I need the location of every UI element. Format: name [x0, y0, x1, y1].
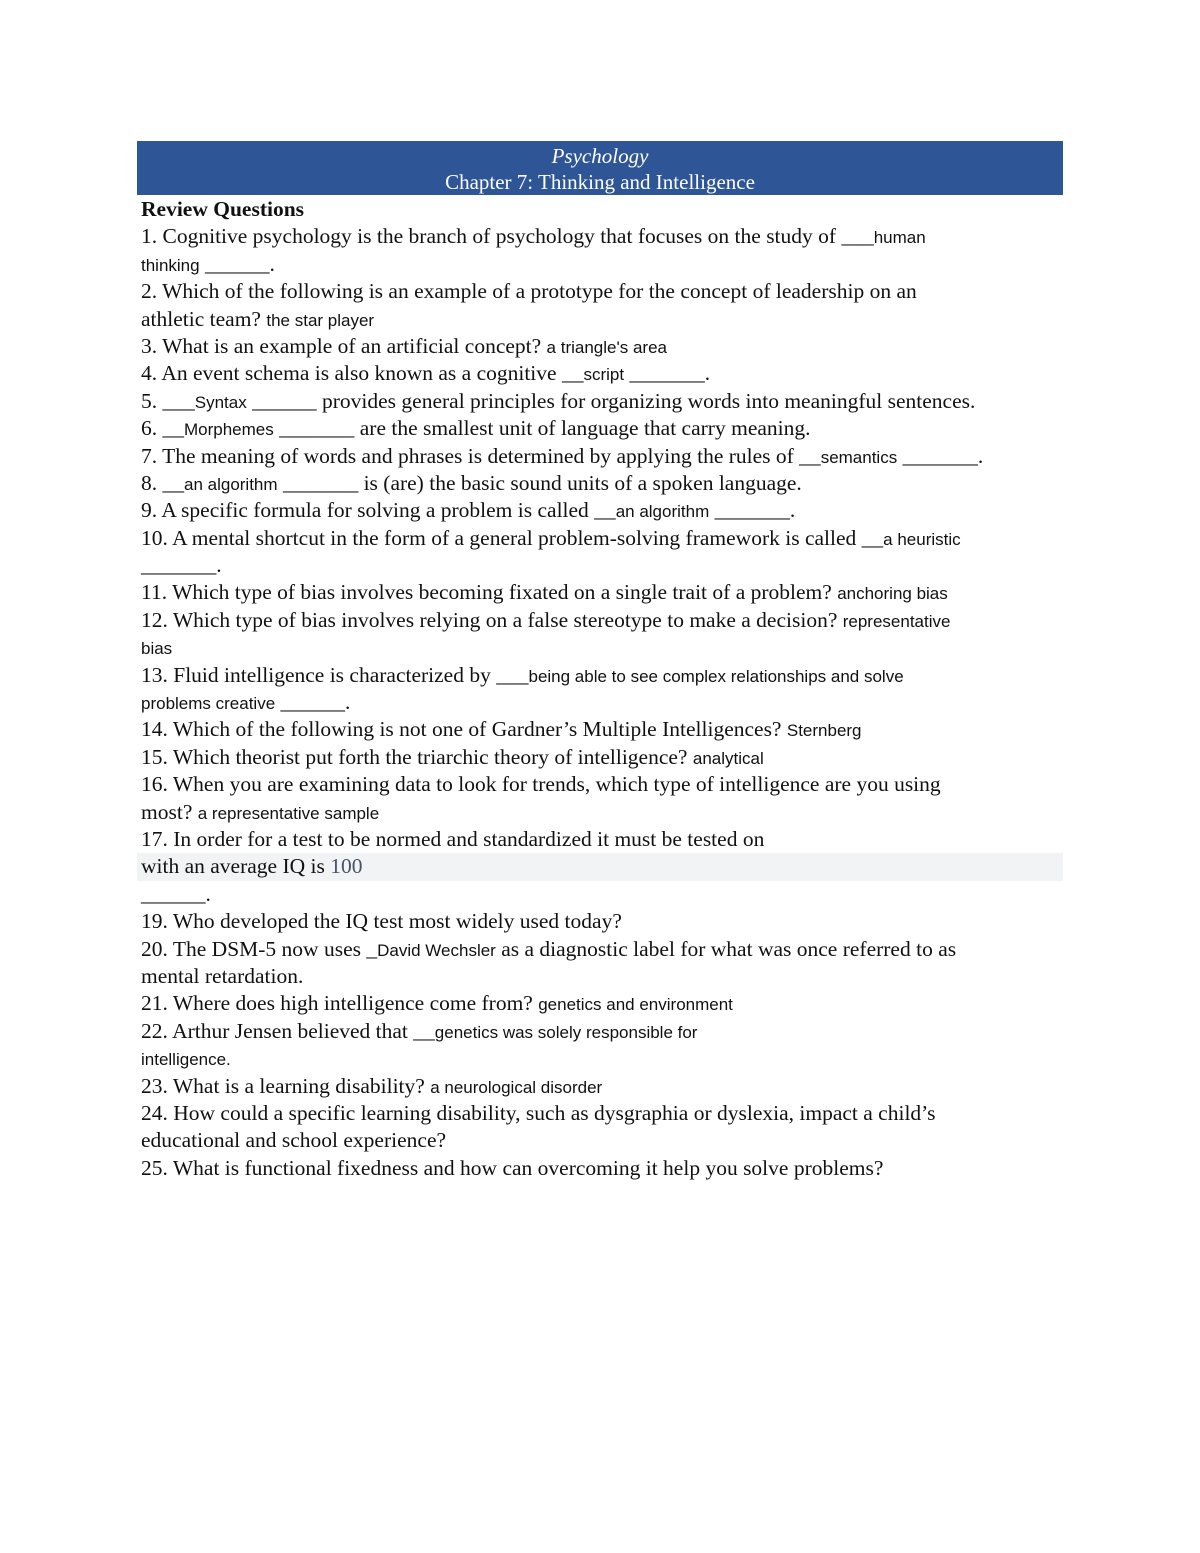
question-line	[141, 443, 1063, 470]
answer-text: David Wechsler	[377, 940, 496, 960]
question-text: 14. Which of the following is not one of Gardner’s Multiple Intelligences?	[141, 717, 787, 742]
question-text: with an average IQ is	[141, 854, 331, 879]
question-trailing-text: ______ provides general principles for organizing words into meaningful sentences.	[246, 388, 976, 413]
question-text: 4. An event schema is also known as a cognitive __	[141, 361, 584, 386]
question-text: 23. What is a learning disability?	[141, 1073, 431, 1098]
question-trailing-text: _______.	[624, 361, 711, 386]
question-line	[141, 908, 1063, 935]
question-line	[141, 333, 1063, 360]
question-line	[141, 306, 1063, 333]
question-line	[141, 1155, 1063, 1182]
question-trailing-text: _______ is (are) the basic sound units of a spoken language.	[277, 470, 802, 495]
question-text: 11. Which type of bias involves becoming fixated on a single trait of a problem?	[141, 580, 838, 605]
review-questions-body	[141, 196, 1063, 1182]
question-line	[141, 552, 1063, 579]
question-text: 5. ___	[141, 388, 195, 413]
answer-text: Sternberg	[786, 721, 862, 741]
answer-text: a heuristic	[883, 529, 961, 549]
question-line	[141, 497, 1063, 524]
question-text: 12. Which type of bias involves relying on a false stereotype to make a decision?	[141, 607, 843, 632]
question-text: most?	[141, 799, 198, 824]
question-text: 16. When you are examining data to look for trends, which type of intelligence are you using	[141, 772, 941, 797]
question-line	[141, 963, 1063, 990]
question-text: 13. Fluid intelligence is characterized by ___	[141, 662, 529, 687]
question-trailing-text: _______.	[709, 498, 796, 523]
question-text: 2. Which of the following is an example of a prototype for the concept of leadership on an	[141, 279, 917, 304]
question-line	[141, 799, 1063, 826]
answer-text: bias	[141, 639, 173, 659]
question-line	[141, 470, 1063, 497]
question-text: 24. How could a specific learning disability, such as dysgraphia or dyslexia, impact a child’s	[141, 1100, 936, 1125]
question-line	[141, 415, 1063, 442]
question-text: 19. Who developed the IQ test most widely used today?	[141, 909, 622, 934]
question-text: 1. Cognitive psychology is the branch of psychology that focuses on the study of ___	[141, 224, 874, 249]
answer-text: genetics and environment	[538, 995, 733, 1015]
question-line	[141, 1100, 1063, 1127]
question-trailing-text: ______.	[199, 251, 275, 276]
question-line	[141, 634, 1063, 661]
answer-text: thinking	[141, 255, 200, 275]
subject-title: Psychology	[551, 144, 649, 168]
answer-text: Syntax	[194, 392, 247, 412]
question-line	[141, 1073, 1063, 1100]
question-list	[141, 223, 1063, 1182]
chapter-title: Chapter 7: Thinking and Intelligence	[445, 170, 755, 194]
answer-text: being able to see complex relationships and solve	[528, 666, 904, 686]
question-text: _______.	[141, 553, 222, 578]
question-trailing-text: as a diagnostic label for what was once referred to as	[495, 936, 957, 961]
question-trailing-text: _______.	[897, 443, 984, 468]
highlighted-line	[137, 853, 1063, 880]
question-line	[141, 360, 1063, 387]
question-text: 10. A mental shortcut in the form of a general problem-solving framework is called __	[141, 525, 884, 550]
answer-text: an algorithm	[615, 502, 710, 522]
answer-text: a neurological disorder	[430, 1077, 603, 1097]
question-text: 7. The meaning of words and phrases is determined by applying the rules of __	[141, 443, 821, 468]
question-line	[141, 223, 1063, 250]
question-text: 20. The DSM-5 now uses _	[141, 936, 378, 961]
answer-text: human	[873, 228, 926, 248]
question-line	[141, 771, 1063, 798]
document-title-banner	[137, 141, 1063, 195]
question-line	[141, 744, 1063, 771]
question-line	[141, 1045, 1063, 1072]
question-line	[141, 278, 1063, 305]
question-trailing-text: _______ are the smallest unit of language that carry meaning.	[273, 416, 811, 441]
answer-text: anchoring bias	[837, 584, 948, 604]
question-text: 25. What is functional fixedness and how can overcoming it help you solve problems?	[141, 1155, 884, 1180]
question-text: 17. In order for a test to be normed and standardized it must be tested on	[141, 826, 765, 851]
question-line	[141, 579, 1063, 606]
question-line	[141, 936, 1063, 963]
answer-text: a representative sample	[197, 803, 380, 823]
answer-text: genetics was solely responsible for	[434, 1022, 698, 1042]
answer-text: intelligence.	[141, 1050, 231, 1070]
answer-text: problems creative	[141, 694, 276, 714]
answer-text: representative	[842, 611, 951, 631]
answer-text: Morphemes	[184, 420, 274, 440]
answer-text: semantics	[820, 447, 898, 467]
answer-text: analytical	[692, 748, 764, 768]
section-heading: Review Questions	[141, 197, 305, 221]
answer-value: 100	[330, 854, 363, 879]
question-text: 6. __	[141, 416, 184, 441]
question-line	[141, 716, 1063, 743]
question-line	[141, 990, 1063, 1017]
question-line	[141, 607, 1063, 634]
question-text: 9. A specific formula for solving a problem is called __	[141, 498, 616, 523]
question-text: 3. What is an example of an artificial concept?	[141, 333, 547, 358]
question-line	[141, 662, 1063, 689]
question-line	[141, 1127, 1063, 1154]
question-line	[141, 1018, 1063, 1045]
answer-text: script	[583, 365, 625, 385]
answer-text: an algorithm	[184, 474, 278, 494]
question-text: athletic team?	[141, 306, 267, 331]
question-trailing-text: ______.	[275, 690, 351, 715]
question-line	[141, 525, 1063, 552]
question-line	[141, 388, 1063, 415]
question-line	[141, 881, 1063, 908]
question-line	[141, 826, 1063, 853]
question-line	[141, 251, 1063, 278]
question-text: 15. Which theorist put forth the triarchic theory of intelligence?	[141, 744, 693, 769]
question-text: ______.	[141, 881, 211, 906]
question-text: 22. Arthur Jensen believed that __	[141, 1018, 435, 1043]
answer-text: the star player	[266, 310, 375, 330]
question-line	[141, 689, 1063, 716]
question-text: 21. Where does high intelligence come from?	[141, 991, 539, 1016]
question-text: 8. __	[141, 470, 184, 495]
question-text: mental retardation.	[141, 963, 304, 988]
answer-text: a triangle's area	[546, 337, 667, 357]
question-text: educational and school experience?	[141, 1128, 447, 1153]
